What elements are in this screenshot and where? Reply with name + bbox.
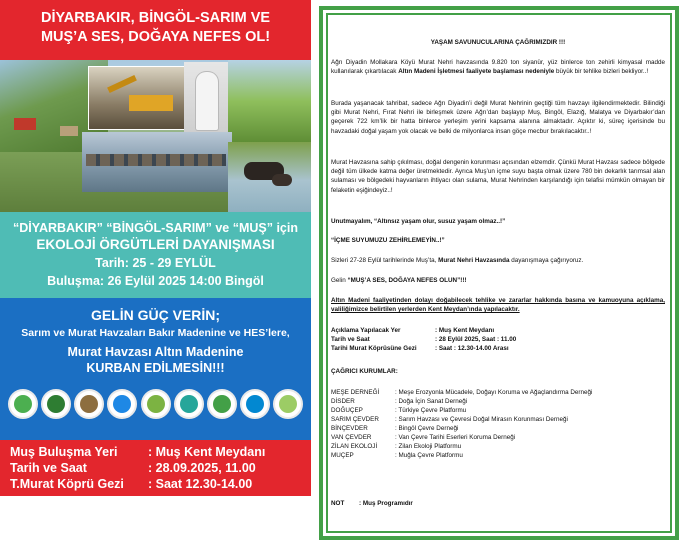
letter-note — [331, 499, 665, 508]
detail-tour-key: Tarihi Murat Köprüsüne Gezi — [331, 345, 417, 352]
org-value: : Muğla Çevre Platformu — [395, 452, 463, 459]
meeting-place-value: : Muş Kent Meydanı — [148, 445, 266, 459]
woman-photo — [184, 62, 228, 132]
org-row — [331, 433, 665, 442]
org-value: : Türkiye Çevre Platformu — [395, 407, 467, 414]
org-logo-icon — [41, 389, 71, 419]
detail-time-key: Tarih ve Saat — [331, 336, 370, 343]
mining-excavator-photo — [88, 66, 190, 130]
solidarity-banner — [0, 212, 311, 298]
org-value: : Van Çevre Tarihi Eserleri Koruma Derneği — [395, 434, 516, 441]
org-value: : Doğa İçin Sanat Derneği — [395, 398, 468, 405]
organization-logos — [8, 384, 303, 424]
org-logo-mark — [47, 395, 65, 413]
org-logo-icon — [207, 389, 237, 419]
note-label: NOT — [331, 500, 345, 507]
org-row — [331, 424, 665, 433]
detail-time-value: : 28 Eylül 2025, Saat : 11.00 — [435, 336, 517, 343]
org-logo-mark — [279, 395, 297, 413]
org-value: : Zilan Ekoloji Platformu — [395, 443, 462, 450]
letter-paragraph-1 — [331, 58, 665, 76]
call-banner — [0, 298, 311, 440]
org-row — [331, 451, 665, 460]
org-key: DOĞUÇEP — [331, 407, 363, 414]
letter-paragraph-4 — [331, 256, 665, 265]
letter-paragraph-5 — [331, 276, 665, 285]
letter-quote-1: Unutmayalım, “Altınsız yaşam olur, susuz yaşam olmaz..!” — [331, 218, 506, 225]
org-key: SARIM ÇEVDER — [331, 416, 379, 423]
detail-tour-value: : Saat : 12.30-14.00 Arası — [435, 345, 509, 352]
org-key: VAN ÇEVDER — [331, 434, 372, 441]
p1-end: büyük bir tehlike bizleri bekliyor..! — [554, 68, 649, 76]
detail-row-time — [331, 335, 665, 344]
solidarity-title: EKOLOJİ ÖRGÜTLERİ DAYANIŞMASI — [36, 237, 275, 252]
org-logo-icon — [74, 389, 104, 419]
org-logo-mark — [14, 395, 32, 413]
org-row — [331, 442, 665, 451]
bridge-tour-label: T.Murat Köprü Gezi — [10, 477, 124, 491]
org-logo-icon — [107, 389, 137, 419]
org-logo-mark — [147, 395, 165, 413]
org-logo-icon — [273, 389, 303, 419]
horses-in-river-photo — [228, 142, 311, 212]
org-logo-mark — [80, 395, 98, 413]
orgs-heading: ÇAĞRICI KURUMLAR: — [331, 368, 398, 375]
p4-text: Sizleri 27-28 Eylül tarihlerinde Muş’ta, — [331, 257, 439, 264]
p1-bold: Altın Madeni İşletmesi faaliyete başlaması nedeniyle — [398, 68, 555, 76]
detail-place-key: Açıklama Yapılacak Yer — [331, 327, 401, 334]
org-logo-mark — [180, 395, 198, 413]
org-row — [331, 415, 665, 424]
meeting-place-label: Muş Buluşma Yeri — [10, 445, 118, 459]
org-logo-icon — [141, 389, 171, 419]
org-key: ZİLAN EKOLOJİ — [331, 443, 378, 450]
p4-end: dayanışmaya çağırıyoruz. — [509, 257, 584, 264]
event-poster — [0, 0, 311, 545]
p5-bold: “MUŞ’A SES, DOĞAYA NEFES OLUN”!!! — [347, 277, 467, 284]
letter-paragraph-6: Altın Madeni faaliyetinden dolayı doğabilecek tehlike ve zararlar hakkında basına ve kamuoyuna açıklama, valiliğimizce belirtilen yerlerden Kent Meydan’ında yapılacaktır. — [331, 297, 665, 314]
mus-meeting-info — [0, 440, 311, 496]
org-logo-icon — [174, 389, 204, 419]
detail-row-place — [331, 326, 665, 335]
solidarity-dates: Tarih: 25 - 29 EYLÜL — [95, 256, 216, 270]
bridge-tour-value: : Saat 12.30-14.00 — [148, 477, 253, 491]
call-line-3: Murat Havzası Altın Madenine — [67, 345, 244, 359]
p5-text: Gelin — [331, 277, 348, 284]
detail-place-value: : Muş Kent Meydanı — [435, 327, 495, 334]
org-logo-mark — [246, 395, 264, 413]
org-key: MEŞE DERNEĞİ — [331, 389, 380, 396]
p4-bold: Murat Nehri Havzasında — [438, 257, 510, 264]
call-line-4: KURBAN EDİLMESİN!!! — [86, 361, 225, 375]
call-line-2: Sarım ve Murat Havzaları Bakır Madenine ve HES’lere, — [21, 327, 290, 339]
note-value: : Muş Programıdır — [359, 500, 413, 507]
historic-bridge-photo — [82, 132, 232, 192]
org-value: : Bingöl Çevre Derneği — [395, 425, 459, 432]
org-value: : Meşe Erozyonla Mücadele, Doğayı Koruma ve Ağaçlandırma Derneği — [395, 389, 593, 396]
letter-quote-2: “İÇME SUYUMUZU ZEHİRLEMEYİN..!” — [331, 237, 445, 244]
org-row — [331, 406, 665, 415]
p1-text: Ağrı Diyadin Mollakara Köyü Murat Nehri havzasında 9.820 ton siyanür, yüz binlerce ton zehirli kimyasal madde kullanılarak çıkartılacak — [331, 59, 665, 76]
org-row — [331, 397, 665, 406]
org-logo-mark — [113, 395, 131, 413]
poster-header-line-1: DİYARBAKIR, BİNGÖL-SARIM VE — [40, 10, 271, 26]
poster-photo-collage — [0, 60, 311, 212]
poster-bottom-space — [0, 496, 311, 545]
org-key: DİSDER — [331, 398, 355, 405]
poster-header — [0, 0, 311, 60]
call-letter — [319, 6, 679, 540]
org-key: MUÇEP — [331, 452, 354, 459]
letter-paragraph-3: Murat Havzasına sahip çıkılması, doğal dengenin korunması açısından elzemdir. Çünkü Murat Havzası sadece bölgede değil tüm ülkede katma değer üretmektedir. Ayrıca Muş’un içme suyu başta olmak üzere 780 bin dekarlık tarımsal alan sulaması ve bölgedeki hayvanların ihtiyacı olan sulama, Murat Nehrinden karşılandığı için telafisi mümkün olmayan bir felaketin eşiğindeyiz..! — [331, 159, 665, 194]
org-row — [331, 388, 665, 397]
letter-paragraph-2: Burada yaşanacak tahribat, sadece Ağrı Diyadin’i değil Murat Nehrinin geçtiği tüm havzayı ilgilendirmektedir. Bilindiği gibi Murat Nehri, Fırat Nehri ile birleşmek üzere Ağrı’dan başlayıp Muş, Bingöl, Elazığ, Malatya ve Diyarbakır’dan geçerek 722 km’lik bir hatta binlerce yerleşim yerini kapsama alanına almaktadır. Açıktır ki, süreç içerisinde bu havzadaki doğal yaşam yok olacak ve belki de milyonlarca insan göçe mecbur bırakılacaktır..! — [331, 100, 665, 135]
org-logo-icon — [8, 389, 38, 419]
org-logo-icon — [240, 389, 270, 419]
letter-title: YAŞAM SAVUNUCULARINA ÇAĞRIMIZDIR !!! — [430, 39, 566, 46]
org-value: : Sarım Havzası ve Çevresi Doğal Mirasın Korunması Derneği — [395, 416, 568, 423]
org-key: BİNÇEVDER — [331, 425, 368, 432]
meeting-time-value: : 28.09.2025, 11.00 — [148, 461, 256, 475]
solidarity-meeting: Buluşma: 26 Eylül 2025 14:00 Bingöl — [47, 274, 264, 288]
call-title: GELİN GÜÇ VERİN; — [90, 307, 221, 323]
meeting-time-label: Tarih ve Saat — [10, 461, 87, 475]
poster-header-line-2: MUŞ’A SES, DOĞAYA NEFES OL! — [40, 29, 271, 45]
org-logo-mark — [213, 395, 231, 413]
detail-row-tour — [331, 344, 665, 353]
forest-photo — [228, 60, 311, 142]
solidarity-cities: “DİYARBAKIR” “BİNGÖL-SARIM” ve “MUŞ” için — [13, 221, 298, 235]
